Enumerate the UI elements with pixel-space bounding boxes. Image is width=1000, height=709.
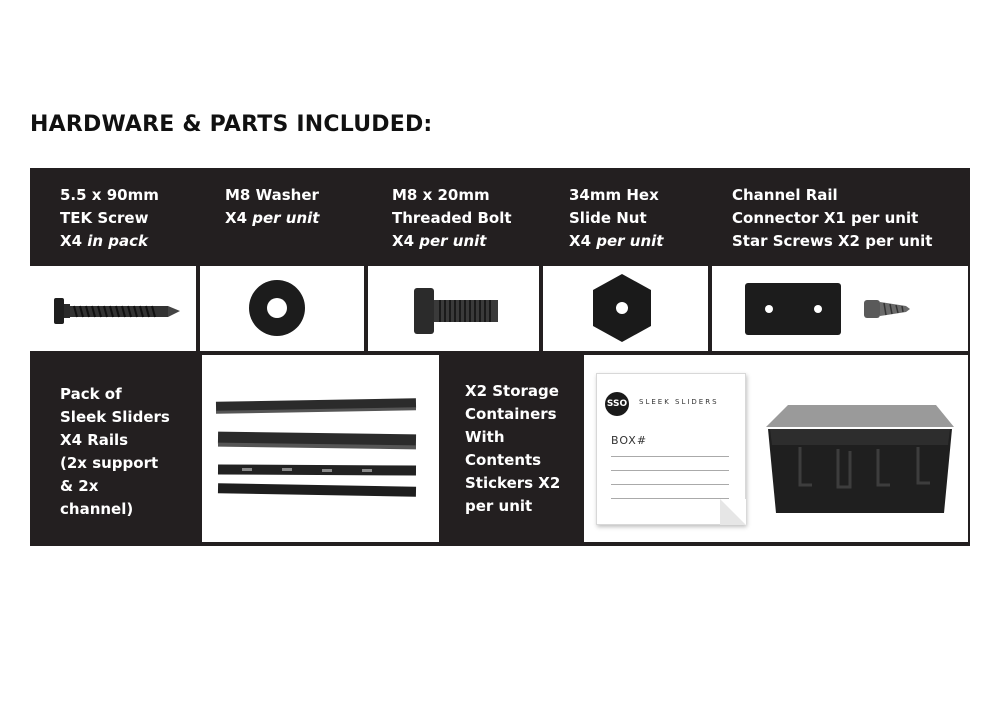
star-screw-icon <box>864 300 910 318</box>
containers-line: Stickers X2 <box>465 474 561 492</box>
part-qty-suffix: in pack <box>87 232 149 250</box>
part-name: Channel Rail <box>732 186 838 204</box>
part-image-cell <box>30 266 196 351</box>
part-header-connector <box>732 168 967 266</box>
part-name: M8 Washer <box>225 186 319 204</box>
containers-line: per unit <box>465 497 533 515</box>
part-name: Star Screws X2 per unit <box>732 232 933 250</box>
containers-line: With <box>465 428 505 446</box>
rails-image-cell <box>202 355 439 542</box>
sticker-peel-corner <box>720 499 746 525</box>
part-name: Slide Nut <box>569 209 647 227</box>
parts-table <box>30 168 970 546</box>
sticker-line <box>611 456 729 457</box>
storage-container-icon <box>760 355 960 542</box>
part-name: Threaded Bolt <box>392 209 512 227</box>
part-qty: X4 <box>60 232 83 250</box>
part-image-cell <box>200 266 364 351</box>
rails-line: & 2x <box>60 477 99 495</box>
part-qty-suffix: per unit <box>419 232 487 250</box>
connector-plate-icon <box>712 266 968 351</box>
part-qty-suffix: per unit <box>596 232 664 250</box>
containers-line: Contents <box>465 451 542 469</box>
rails-line: X4 Rails <box>60 431 129 449</box>
page-title: HARDWARE & PARTS INCLUDED: <box>30 112 433 137</box>
sticker-label: BOX# <box>611 434 648 447</box>
sticker-line <box>611 470 729 471</box>
contents-sticker <box>596 373 746 525</box>
part-header-tek-screw <box>60 168 225 266</box>
part-header-bolt <box>392 168 567 266</box>
sticker-line <box>611 484 729 485</box>
rails-line: Sleek Sliders <box>60 408 170 426</box>
part-name: M8 x 20mm <box>392 186 490 204</box>
part-image-cell <box>368 266 539 351</box>
part-name: TEK Screw <box>60 209 149 227</box>
containers-line: X2 Storage <box>465 382 559 400</box>
part-name: 5.5 x 90mm <box>60 186 159 204</box>
bolt-icon <box>368 266 539 351</box>
washer-icon <box>200 266 364 351</box>
rails-description <box>60 383 170 521</box>
rails-line: channel) <box>60 500 134 518</box>
rail-channel <box>216 398 416 413</box>
rails-line: (2x support <box>60 454 159 472</box>
rail-support <box>218 483 416 496</box>
part-image-cell <box>543 266 708 351</box>
part-qty: X4 <box>569 232 592 250</box>
rail-channel <box>218 432 416 450</box>
tek-screw-icon <box>30 266 196 351</box>
part-header-hex-nut <box>569 168 734 266</box>
rails-line: Pack of <box>60 385 122 403</box>
rail-support <box>218 464 416 475</box>
part-qty: X4 <box>225 209 248 227</box>
part-header-washer <box>225 168 390 266</box>
part-image-cell <box>712 266 968 351</box>
rails-icon <box>202 355 439 542</box>
containers-image-cell <box>584 355 968 542</box>
part-qty-suffix: per unit <box>252 209 320 227</box>
sticker-line <box>611 498 729 499</box>
sticker-brand: SLEEK SLIDERS <box>639 398 719 406</box>
part-qty: X4 <box>392 232 415 250</box>
hex-nut-icon <box>543 266 708 351</box>
sso-logo: SSO <box>605 392 629 416</box>
part-name: Connector X1 per unit <box>732 209 919 227</box>
containers-line: Containers <box>465 405 557 423</box>
part-name: 34mm Hex <box>569 186 659 204</box>
containers-description <box>465 380 560 518</box>
